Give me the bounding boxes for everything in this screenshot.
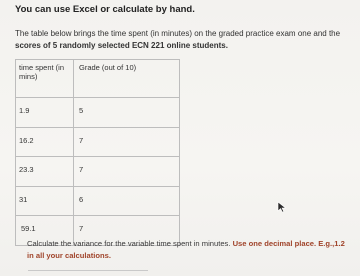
cell-time-value: 1.9 [19,106,30,115]
cell-time-value: 23.3 [19,165,34,174]
cell-grade [74,98,180,128]
cell-grade-value: 6 [79,194,84,204]
cell-time [16,98,74,128]
cursor-arrow-icon [277,201,287,213]
cell-time [16,186,74,216]
cell-time-value: 31 [19,194,28,204]
cell-grade [74,186,180,216]
table-row [16,127,180,157]
cell-time-value: 59.1 [21,224,36,233]
cell-grade-value: 7 [79,224,84,233]
table-row [16,98,180,128]
table-header-row [16,60,180,98]
divider-line [28,270,148,271]
intro-paragraph [15,28,345,52]
column-header-grade-label: Grade (out of 10) [79,63,137,72]
cell-time-value: 16.2 [19,135,34,145]
instruction-heading: You can use Excel or calculate by hand. [15,4,195,15]
data-table [15,59,180,246]
question-text [27,238,352,262]
question-plain: Calculate the variance for the variable time spent in minutes. [27,239,233,248]
column-header-grade [74,60,180,98]
table-row [16,186,180,216]
cell-grade-value: 7 [79,165,84,174]
intro-text-bold: scores of 5 randomly selected ECN 221 online students. [15,41,228,50]
cell-time [16,127,74,157]
cell-time [16,157,74,187]
intro-text: The table below brings the time spent (in minutes) on the graded practice exam one and the [15,29,341,38]
question-highlight: Use one decimal place. E.g.,1.2 in all your calculations. [27,239,345,260]
cell-grade-value: 5 [79,106,84,115]
column-header-time: time spent (in mins) [16,60,74,98]
table-row [16,157,180,187]
cell-grade [74,157,180,187]
cell-grade-value: 7 [79,135,84,145]
cell-grade [74,127,180,157]
